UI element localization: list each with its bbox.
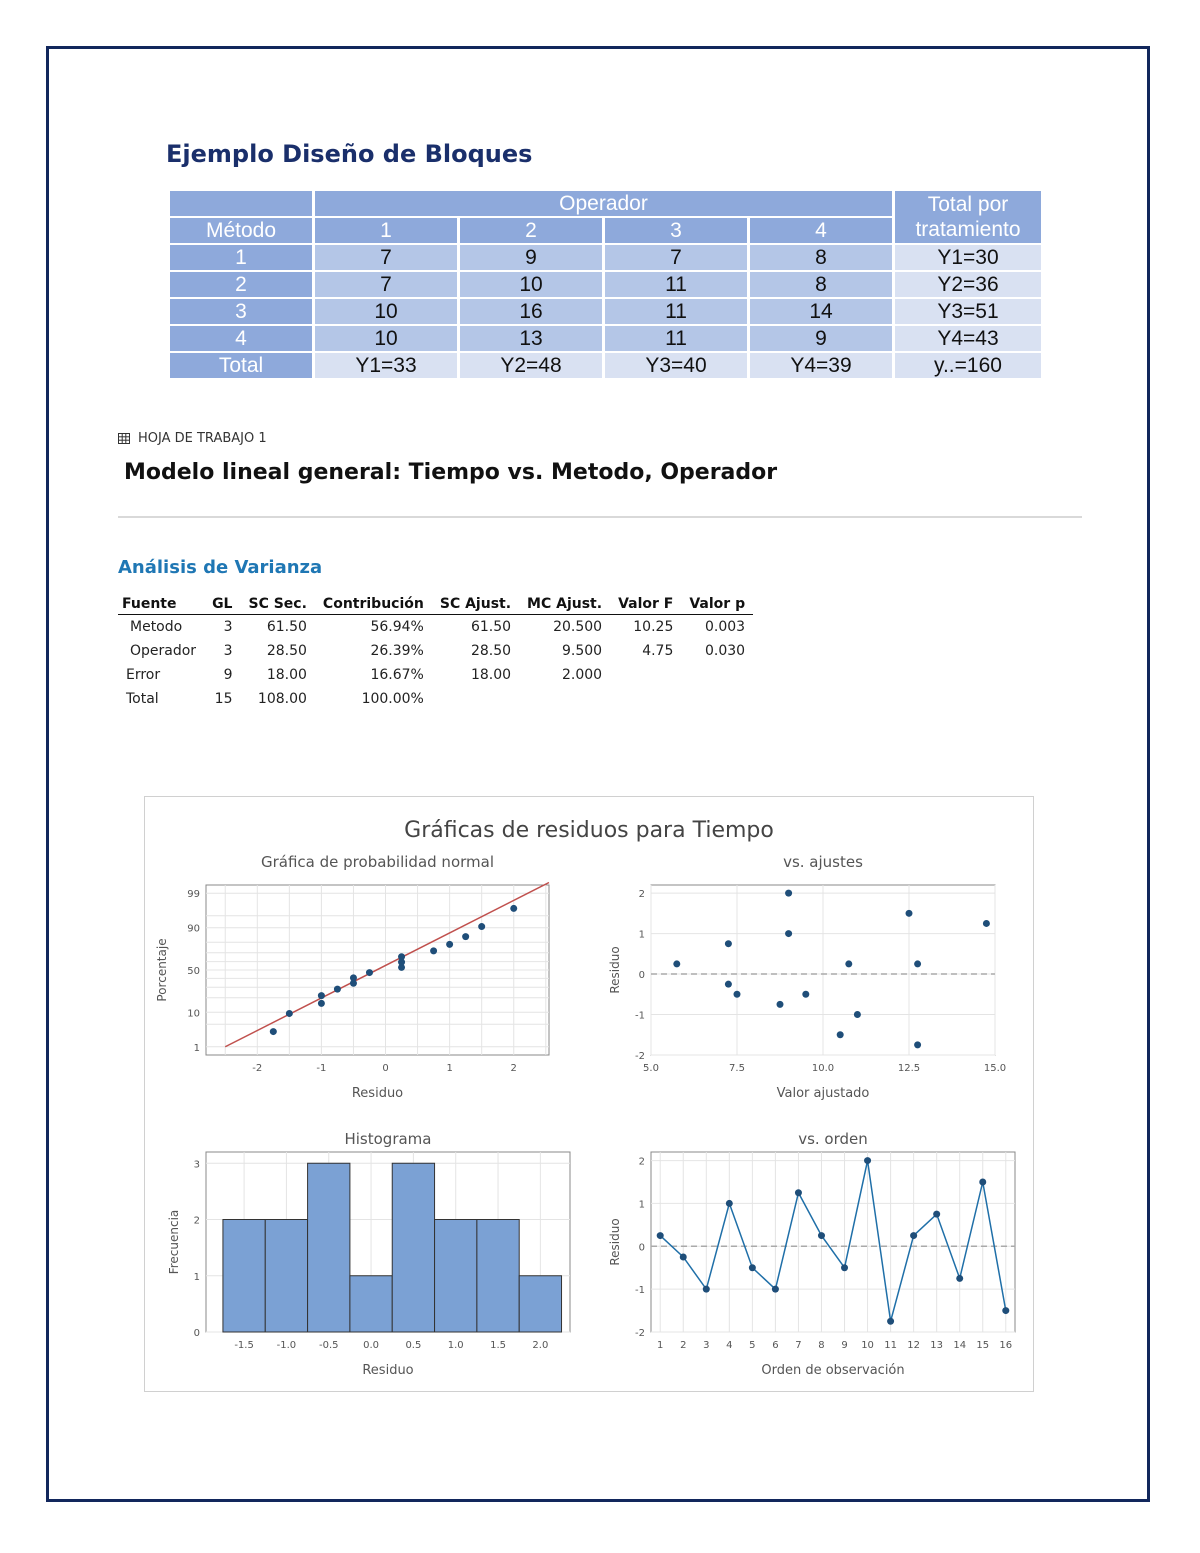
- histogram-bar: [223, 1220, 265, 1333]
- x-tick-label: 2: [510, 1063, 517, 1074]
- data-point: [837, 1031, 844, 1038]
- data-point: [910, 1232, 917, 1239]
- y-tick-label: -1: [635, 1010, 645, 1022]
- x-tick-label: 1: [657, 1340, 664, 1351]
- x-tick-label: -0.5: [318, 1340, 339, 1351]
- residual-plots-figure: [145, 797, 1033, 1391]
- y-tick-label: 90: [187, 923, 200, 935]
- anova-header-row: [118, 594, 753, 615]
- anova-header: Valor F: [610, 594, 681, 615]
- y-tick-label: 50: [187, 966, 200, 977]
- x-tick-label: 6: [772, 1340, 779, 1351]
- table-cell: 3: [223, 619, 233, 635]
- chart-title: vs. ajustes: [783, 853, 863, 871]
- data-point: [1002, 1307, 1009, 1314]
- anova-title: Análisis de Varianza: [118, 557, 323, 578]
- y-axis-label: Porcentaje: [155, 938, 169, 1002]
- x-tick-label: -1.0: [276, 1340, 297, 1351]
- table-row: [118, 639, 753, 663]
- data-point: [785, 890, 792, 897]
- y-axis-label: Residuo: [608, 1218, 622, 1266]
- x-tick-label: 14: [953, 1340, 967, 1351]
- table-cell: [681, 663, 753, 687]
- x-tick-label: 2.0: [532, 1340, 549, 1351]
- chart-title: Gráfica de probabilidad normal: [261, 853, 494, 871]
- data-point: [673, 960, 680, 967]
- anova-header: Fuente: [118, 594, 204, 615]
- y-tick-label: 0: [638, 970, 645, 982]
- anova-header: SC Sec.: [240, 594, 314, 615]
- table-row: [170, 272, 1041, 297]
- x-tick-label: 0: [382, 1063, 389, 1074]
- col-total: Y2=48: [460, 353, 602, 378]
- data-point: [772, 1286, 779, 1293]
- x-tick-label: 15.0: [983, 1063, 1007, 1074]
- table-cell: 61.50: [266, 619, 307, 635]
- table-row: [170, 326, 1041, 351]
- data-point: [854, 1011, 861, 1018]
- data-point: [350, 974, 357, 981]
- block-design-table: [167, 189, 1044, 380]
- grid-icon: [118, 433, 130, 444]
- table-cell: [610, 687, 681, 711]
- data-point: [914, 1041, 921, 1048]
- row-label: 2: [170, 272, 312, 297]
- table-cell: 10: [460, 272, 602, 297]
- anova-header: MC Ajust.: [519, 594, 610, 615]
- data-point: [785, 930, 792, 937]
- y-tick-label: 1: [193, 1271, 200, 1283]
- worksheet-label-row: [118, 431, 267, 446]
- anova-header: SC Ajust.: [432, 594, 519, 615]
- table-cell: 0.030: [705, 643, 746, 659]
- total-row: [170, 353, 1041, 378]
- x-tick-label: -1: [316, 1063, 327, 1074]
- model-title: Modelo lineal general: Tiempo vs. Metodo, Operador: [124, 460, 778, 485]
- total-header-line2: tratamiento: [915, 218, 1021, 241]
- table-cell: 100.00%: [361, 691, 424, 707]
- op-col-header: 4: [750, 218, 892, 243]
- y-tick-label: 99: [187, 889, 200, 901]
- table-cell: 20.500: [553, 619, 603, 635]
- x-axis-label: Residuo: [351, 1086, 404, 1101]
- data-point: [366, 969, 373, 976]
- data-point: [864, 1157, 871, 1164]
- table-cell: 14: [750, 299, 892, 324]
- x-tick-label: 13: [930, 1340, 944, 1351]
- table-cell: 8: [750, 272, 892, 297]
- table-cell: 11: [605, 299, 747, 324]
- table-row: [170, 245, 1041, 270]
- data-point: [933, 1211, 940, 1218]
- x-tick-label: 7.5: [729, 1063, 745, 1074]
- y-tick-label: 2: [638, 889, 645, 901]
- table-cell: 10: [315, 299, 457, 324]
- anova-header: GL: [204, 594, 240, 615]
- table-cell: Error: [126, 667, 161, 683]
- data-point: [657, 1232, 664, 1239]
- table-cell: Metodo: [130, 619, 183, 635]
- table-cell: Total: [126, 691, 159, 707]
- table-cell: 9: [460, 245, 602, 270]
- corner-cell: [170, 191, 312, 216]
- data-point: [983, 920, 990, 927]
- row-total: Y3=51: [895, 299, 1041, 324]
- table-cell: 18.00: [470, 667, 512, 683]
- data-point: [956, 1275, 963, 1282]
- data-point: [398, 953, 405, 960]
- x-tick-label: 7: [795, 1340, 802, 1351]
- table-cell: 8: [750, 245, 892, 270]
- data-point: [334, 986, 341, 993]
- data-point: [446, 941, 453, 948]
- figure-title: Gráficas de residuos para Tiempo: [404, 818, 774, 843]
- grand-total: y..=160: [895, 353, 1041, 378]
- table-cell: 11: [605, 326, 747, 351]
- data-point: [318, 1000, 325, 1007]
- x-tick-label: 3: [703, 1340, 710, 1351]
- data-point: [777, 1001, 784, 1008]
- data-point: [726, 1200, 733, 1207]
- table-cell: [610, 663, 681, 687]
- data-point: [749, 1264, 756, 1271]
- table-cell: 10: [315, 326, 457, 351]
- y-axis-label: Residuo: [608, 946, 622, 994]
- x-tick-label: 10.0: [811, 1063, 835, 1074]
- histogram-bar: [350, 1276, 392, 1332]
- chart-title: vs. orden: [798, 1130, 868, 1148]
- residual-plots-panel: [144, 796, 1034, 1392]
- x-tick-label: 1.0: [447, 1340, 464, 1351]
- data-point: [703, 1286, 710, 1293]
- histogram-bar: [308, 1163, 350, 1332]
- data-point: [795, 1189, 802, 1196]
- row-label: 3: [170, 299, 312, 324]
- y-tick-label: -2: [635, 1051, 645, 1062]
- data-point: [914, 960, 921, 967]
- table-row: [170, 299, 1041, 324]
- table-row: [118, 615, 753, 640]
- op-col-header: 3: [605, 218, 747, 243]
- table-cell: 13: [460, 326, 602, 351]
- table-cell: [519, 687, 610, 711]
- plot-area: [651, 1152, 1015, 1332]
- data-point: [680, 1254, 687, 1261]
- col-total: Y1=33: [315, 353, 457, 378]
- op-col-header: 2: [460, 218, 602, 243]
- divider: [118, 516, 1082, 518]
- table-cell: 10.25: [633, 619, 674, 635]
- table-cell: 2.000: [561, 667, 603, 683]
- x-tick-label: 0.0: [363, 1340, 380, 1351]
- table-cell: 9.500: [561, 643, 603, 659]
- worksheet-label: HOJA DE TRABAJO 1: [138, 431, 267, 446]
- table-cell: 7: [315, 272, 457, 297]
- col-total: Y4=39: [750, 353, 892, 378]
- y-tick-label: 10: [187, 1008, 200, 1020]
- table-cell: 61.50: [470, 619, 512, 635]
- table-cell: 9: [750, 326, 892, 351]
- table-cell: 7: [605, 245, 747, 270]
- data-point: [841, 1264, 848, 1271]
- y-tick-label: -2: [635, 1328, 645, 1339]
- table-cell: Operador: [130, 643, 197, 659]
- table-cell: 28.50: [266, 643, 307, 659]
- x-tick-label: 0.5: [405, 1340, 422, 1351]
- table-cell: 28.50: [470, 643, 512, 659]
- table-row: [118, 663, 753, 687]
- data-point: [818, 1232, 825, 1239]
- row-total: Y4=43: [895, 326, 1041, 351]
- anova-table: [118, 594, 753, 711]
- table-cell: 7: [315, 245, 457, 270]
- y-tick-label: 0: [638, 1242, 645, 1254]
- table-cell: 16: [460, 299, 602, 324]
- data-point: [478, 923, 485, 930]
- y-tick-label: 2: [638, 1156, 645, 1168]
- x-tick-label: -2: [252, 1063, 263, 1074]
- x-tick-label: 5.0: [643, 1063, 659, 1074]
- table-cell: 26.39%: [370, 643, 424, 659]
- histogram-bar: [519, 1276, 561, 1332]
- op-col-header: 1: [315, 218, 457, 243]
- chart-title: Histograma: [344, 1130, 432, 1148]
- x-tick-label: 2: [680, 1340, 687, 1351]
- anova-header: Contribución: [315, 594, 432, 615]
- anova-header: Valor p: [681, 594, 753, 615]
- table-row: [118, 687, 753, 711]
- x-tick-label: 12.5: [897, 1063, 921, 1074]
- data-point: [845, 960, 852, 967]
- y-tick-label: 1: [193, 1042, 200, 1054]
- y-tick-label: 0: [193, 1328, 200, 1339]
- data-point: [906, 910, 913, 917]
- x-axis-label: Orden de observación: [761, 1363, 905, 1378]
- y-tick-label: 3: [193, 1159, 200, 1171]
- x-tick-label: -1.5: [234, 1340, 254, 1351]
- y-tick-label: 2: [193, 1215, 200, 1227]
- data-point: [286, 1010, 293, 1017]
- x-tick-label: 5: [749, 1340, 756, 1351]
- x-tick-label: 12: [907, 1340, 921, 1351]
- x-tick-label: 9: [841, 1340, 848, 1351]
- x-tick-label: 8: [818, 1340, 825, 1351]
- x-tick-label: 15: [976, 1340, 990, 1351]
- table-cell: 3: [223, 643, 233, 659]
- x-tick-label: 11: [884, 1340, 897, 1351]
- data-point: [318, 992, 325, 999]
- row-label: 1: [170, 245, 312, 270]
- x-tick-label: 16: [999, 1340, 1013, 1351]
- table-cell: 15: [214, 691, 233, 707]
- data-point: [725, 981, 732, 988]
- data-point: [802, 991, 809, 998]
- histogram-bar: [435, 1220, 477, 1333]
- data-point: [510, 905, 517, 912]
- x-tick-label: 10: [861, 1340, 874, 1351]
- table-cell: [681, 687, 753, 711]
- y-tick-label: 1: [638, 929, 645, 941]
- x-tick-label: 4: [726, 1340, 733, 1351]
- y-tick-label: 1: [638, 1199, 645, 1211]
- histogram-bar: [477, 1220, 519, 1333]
- table-cell: 18.00: [266, 667, 307, 683]
- x-tick-label: 1: [446, 1063, 453, 1074]
- page-title: Ejemplo Diseño de Bloques: [166, 140, 533, 168]
- table-cell: [432, 687, 519, 711]
- table-cell: 108.00: [257, 691, 307, 707]
- data-point: [430, 947, 437, 954]
- data-point: [270, 1028, 277, 1035]
- data-point: [887, 1318, 894, 1325]
- table-cell: 56.94%: [370, 619, 424, 635]
- data-point: [725, 940, 732, 947]
- data-point: [979, 1179, 986, 1186]
- data-point: [734, 991, 741, 998]
- row-label: Total: [170, 353, 312, 378]
- row-total: Y2=36: [895, 272, 1041, 297]
- total-header-line1: Total por: [927, 193, 1009, 216]
- x-tick-label: 1.5: [490, 1340, 506, 1351]
- table-cell: 0.003: [705, 619, 746, 635]
- x-axis-label: Residuo: [362, 1363, 414, 1378]
- row-label: 4: [170, 326, 312, 351]
- col-total: Y3=40: [605, 353, 747, 378]
- table-cell: 9: [223, 667, 233, 683]
- metodo-header: Método: [170, 218, 312, 243]
- row-total: Y1=30: [895, 245, 1041, 270]
- total-treatment-header: [895, 191, 1041, 243]
- data-point: [462, 933, 469, 940]
- x-axis-label: Valor ajustado: [776, 1086, 870, 1101]
- table-cell: 16.67%: [370, 667, 424, 683]
- operador-header: Operador: [315, 191, 892, 216]
- y-tick-label: -1: [635, 1285, 645, 1297]
- table-cell: 4.75: [642, 643, 674, 659]
- histogram-bar: [392, 1163, 434, 1332]
- histogram-bar: [265, 1220, 307, 1333]
- y-axis-label: Frecuencia: [167, 1209, 181, 1275]
- table-cell: 11: [605, 272, 747, 297]
